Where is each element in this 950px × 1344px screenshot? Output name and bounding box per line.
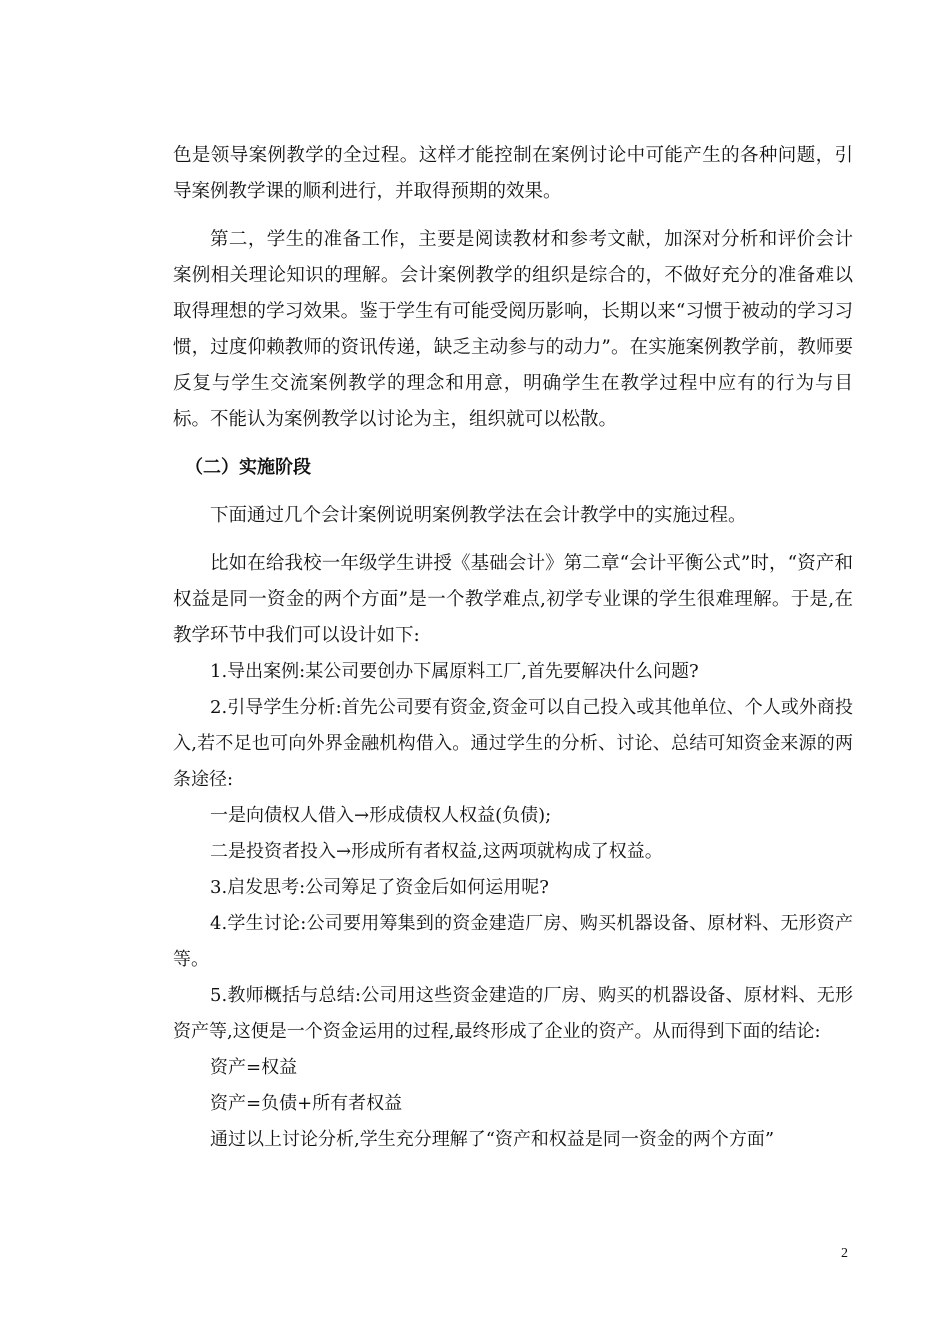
list-item-step2: 2.引导学生分析:首先公司要有资金,资金可以自己投入或其他单位、个人或外商投入,若不足也可向外界金融机构借入。通过学生的分析、讨论、总结可知资金来源的两条途径: xyxy=(173,697,853,790)
page-number: 2 xyxy=(841,1246,848,1261)
paragraph-continued: 色是领导案例教学的全过程。这样才能控制在案例讨论中可能产生的各种问题，引导案例教学课的顺利进行，并取得预期的效果。 xyxy=(173,145,853,202)
paragraph-student-preparation: 第二，学生的准备工作，主要是阅读教材和参考文献，加深对分析和评价会计案例相关理论知识的理解。会计案例教学的组织是综合的，不做好充分的准备难以取得理想的学习效果。鉴于学生有可能受阅历影响，长期以来“习惯于被动的学习习惯，过度仰赖教师的资讯传递，缺乏主动参与的动力”。在实施案例教学前，教师要反复与学生交流案例教学的理念和用意，明确学生在教学过程中应有的行为与目标。不能认为案例教学以讨论为主，组织就可以松散。 xyxy=(173,229,853,430)
paragraph-conclusion: 通过以上讨论分析,学生充分理解了“资产和权益是同一资金的两个方面” xyxy=(210,1129,775,1150)
list-item-route1: 一是向债权人借入→形成债权人权益(负债); xyxy=(210,805,552,826)
paragraph-example: 比如在给我校一年级学生讲授《基础会计》第二章“会计平衡公式”时，“资产和权益是同一资金的两个方面”是一个教学难点,初学专业课的学生很难理解。于是,在教学环节中我们可以设计如下: xyxy=(173,553,853,646)
section-heading: （二）实施阶段 xyxy=(185,457,311,478)
formula-2: 资产=负债+所有者权益 xyxy=(210,1093,403,1114)
formula-1: 资产=权益 xyxy=(210,1057,298,1078)
page-content xyxy=(173,138,853,1158)
list-item-step5: 5.教师概括与总结:公司用这些资金建造的厂房、购买的机器设备、原材料、无形资产等,这便是一个资金运用的过程,最终形成了企业的资产。从而得到下面的结论: xyxy=(173,985,853,1042)
list-item-route2: 二是投资者投入→形成所有者权益,这两项就构成了权益。 xyxy=(210,841,663,862)
list-item-step3: 3.启发思考:公司筹足了资金后如何运用呢? xyxy=(210,877,549,898)
paragraph-intro: 下面通过几个会计案例说明案例教学法在会计教学中的实施过程。 xyxy=(210,505,747,526)
list-item-step1: 1.导出案例:某公司要创办下属原料工厂,首先要解决什么问题? xyxy=(210,661,699,682)
list-item-step4: 4.学生讨论:公司要用筹集到的资金建造厂房、购买机器设备、原材料、无形资产等。 xyxy=(173,913,853,970)
